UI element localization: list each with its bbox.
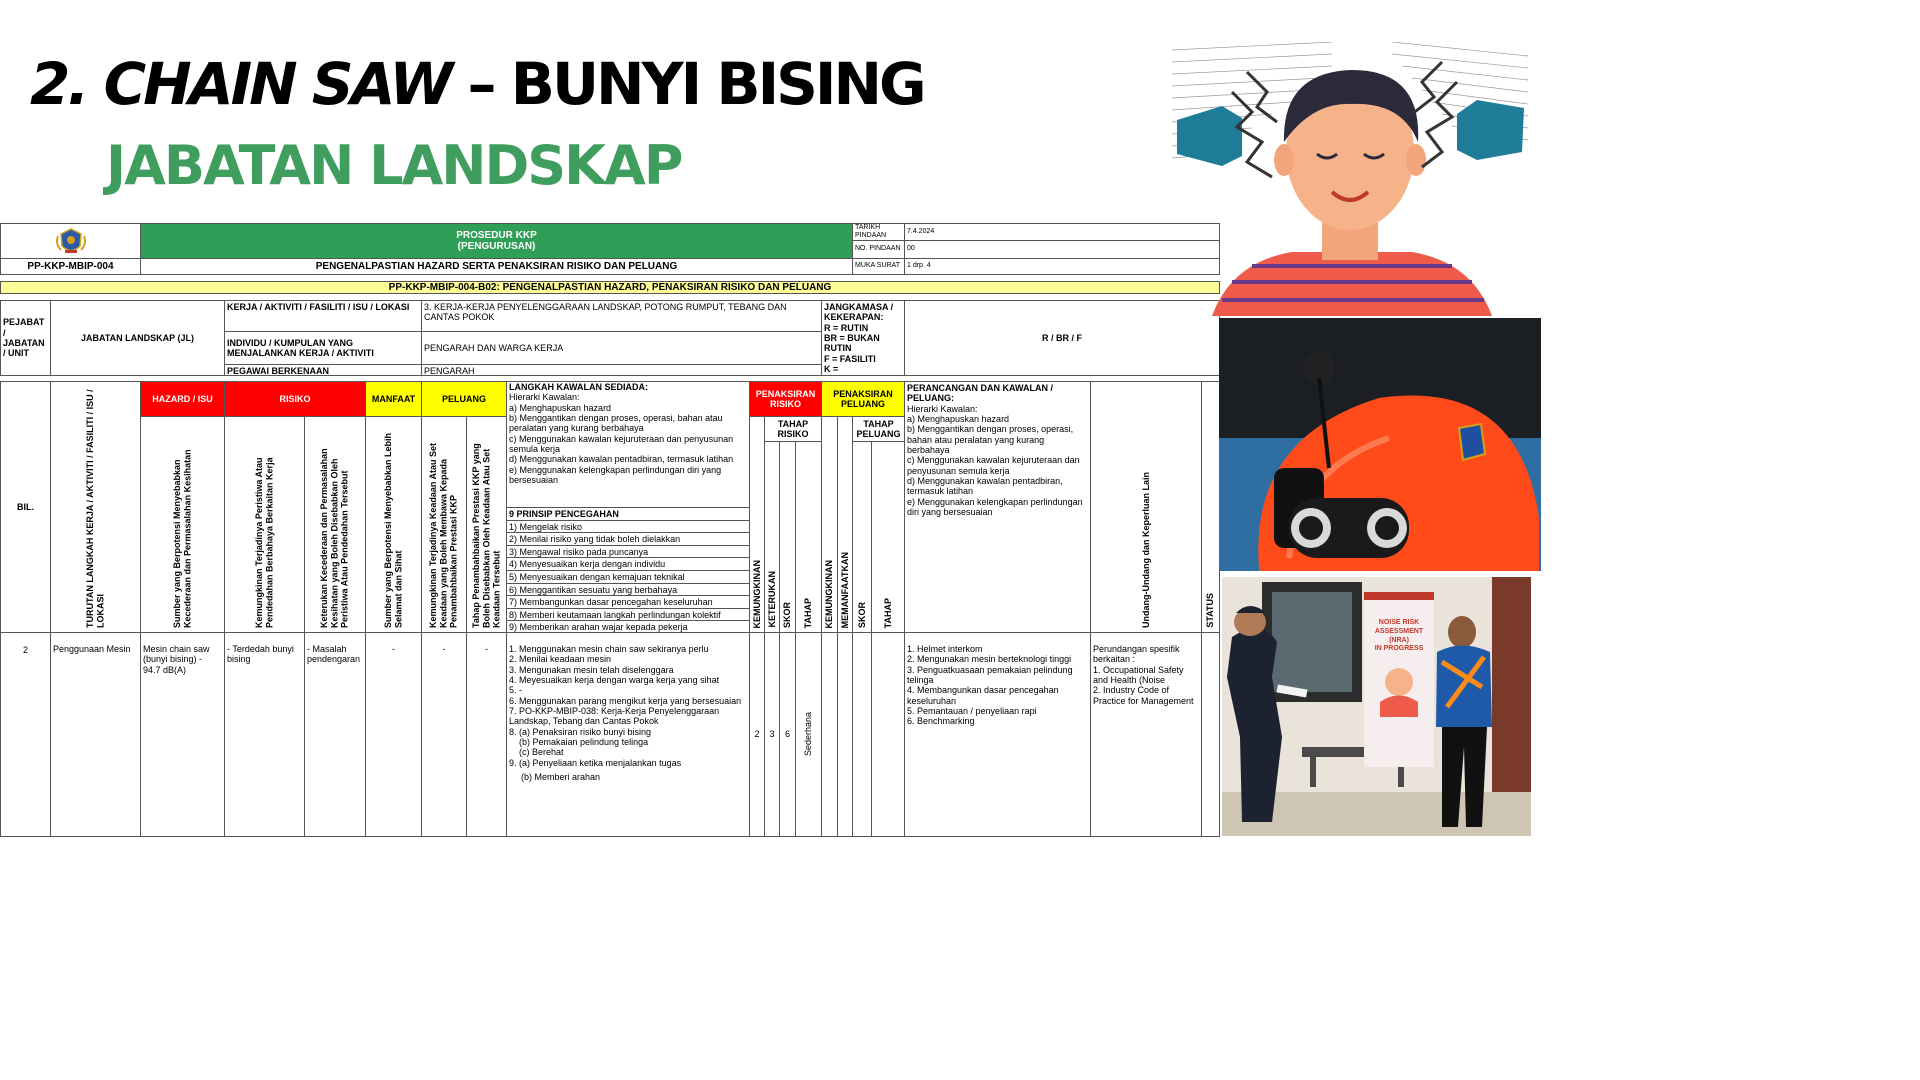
col-keterukan <box>764 441 780 633</box>
meta-label: MUKA SURAT <box>852 258 905 275</box>
col-skor-p <box>852 441 872 633</box>
poster-line: NOISE RISK <box>1378 619 1420 626</box>
form-title: PP-KKP-MBIP-004-B02: PENGENALPASTIAN HAZARD, PENAKSIRAN RISIKO DAN PELUANG <box>0 281 1220 294</box>
col-peluang-sub2-text: Tahap Penambahbaikan Prestasi KKP yang Boleh Disebabkan Oleh Keadaan Atau Set Keadaan Tersebut <box>470 443 502 628</box>
col-risiko: RISIKO <box>224 381 366 417</box>
row-empty <box>837 632 853 837</box>
col-risiko-sub2 <box>304 416 366 633</box>
perancangan-row-item: 2. Mengunakan mesin berteknologi tinggi <box>907 654 1072 665</box>
col-penaksiran-peluang: PENAKSIRAN PELUANG <box>821 381 905 417</box>
assessment-scene-icon <box>1222 577 1531 836</box>
title-rest: BUNYI BISING <box>510 50 924 118</box>
row-undang <box>1090 632 1202 837</box>
main-title: PENGENALPASTIAN HAZARD SERTA PENAKSIRAN RISIKO DAN PELUANG <box>140 258 853 275</box>
col-bil: BIL. <box>0 381 51 633</box>
langkah-item: d) Menggunakan kawalan pentadbiran, termasuk latihan <box>509 454 734 465</box>
row-status <box>1201 632 1220 837</box>
perancangan-row-item: 3. Penguatkuasaan pemakaian pelindung telinga <box>907 664 1073 686</box>
prinsip-title: 9 PRINSIP PENCEGAHAN <box>507 508 749 521</box>
col-tahap-peluang: TAHAP PELUANG <box>852 416 905 442</box>
kawalan-item: 3. Mengunakan mesin telah diselenggara <box>509 664 674 675</box>
perancangan-item: e) Menggunakan kelengkapan perlindungan diri yang bersesuaian <box>907 496 1083 518</box>
skor-text: SKOR <box>856 601 867 628</box>
kawalan-item: 8. (a) Penaksiran risiko bunyi bising <box>509 726 652 737</box>
memanfaatkan-text: MEMANFAATKAN <box>839 551 850 628</box>
kemungkinan-text: KEMUNGKINAN <box>824 559 835 628</box>
poster-line: (NRA) <box>1389 636 1409 644</box>
kerja-label: KERJA / AKTIVITI / FASILITI / ISU / LOKASI <box>224 300 422 332</box>
perancangan-sub: Hierarki Kawalan: <box>907 403 978 414</box>
kawalan-item: 4. Meyesuaikan kerja dengan warga kerja yang sihat <box>509 675 720 686</box>
jangkamasa-line: F = FASILITI <box>824 353 876 364</box>
row-empty <box>852 632 872 837</box>
kawalan-item: 7. PO-KKP-MBIP-038: Kerja-Kerja Penyelenggaraan Landskap, Tebang dan Cantas Pokok <box>509 706 720 727</box>
perancangan-row-item: 5. Pemantauan / penyeliaan rapi <box>907 706 1037 717</box>
row-tahap <box>795 632 822 837</box>
prinsip-item: 3) Mengawal risiko pada puncanya <box>507 546 749 559</box>
row-empty <box>821 632 838 837</box>
logo-cell <box>0 223 141 259</box>
jangkamasa-line: K = <box>824 364 839 375</box>
row-keterukan: 3 <box>764 632 780 837</box>
kawalan-item: 5. - <box>509 685 523 696</box>
jangkamasa-line: BR = BUKAN RUTIN <box>824 333 880 354</box>
col-penaksiran-risiko: PENAKSIRAN RISIKO <box>749 381 822 417</box>
perancangan-item: a) Menghapuskan hazard <box>907 414 1010 425</box>
col-undang <box>1090 381 1202 633</box>
kerja-value: 3. KERJA-KERJA PENYELENGGARAAN LANDSKAP, POTONG RUMPUT, TEBANG DAN CANTAS POKOK <box>421 300 822 332</box>
cartoon-face-icon <box>1172 42 1528 316</box>
perancangan-item: d) Menggunakan kawalan pentadbiran, termasuk latihan <box>907 476 1063 497</box>
row-skor: 6 <box>779 632 796 837</box>
helmet-photo <box>1219 318 1541 571</box>
col-peluang-sub2 <box>466 416 507 633</box>
col-turutan-text: TURUTAN LANGKAH KERJA / AKTIVITI / FASILITI / ISU / LOKASI <box>85 389 106 628</box>
status-text: STATUS <box>1205 593 1216 628</box>
langkah-item: e) Menggunakan kelengkapan perlindungan diri yang bersesuaian <box>509 464 722 486</box>
page-title <box>30 50 924 118</box>
perancangan-row-item: 1. Helmet interkom <box>907 644 983 654</box>
col-memanfaatkan <box>837 416 853 633</box>
langkah-title: LANGKAH KAWALAN SEDIADA: <box>509 382 648 392</box>
col-tahap-p <box>871 441 905 633</box>
procedure-title: PROSEDUR KKP <box>456 229 537 241</box>
kemungkinan-text: KEMUNGKINAN <box>751 559 762 628</box>
col-risiko-sub1-text: Kemungkinan Terjadinya Peristiwa Atau Pendedahan Berbahaya Berkaitan Kerja <box>254 457 275 628</box>
perancangan-row-item: 4. Membangunkan dasar pencegahan keseluruhan <box>907 685 1059 706</box>
row-perancangan <box>904 632 1091 837</box>
poster-line: IN PROGRESS <box>1374 645 1424 653</box>
undang-item: 1. Occupational Safety and Health (Noise <box>1093 664 1184 686</box>
row-risiko2: - Masalah pendengaran <box>304 632 366 837</box>
title-main: 2. CHAIN SAW <box>30 50 451 118</box>
row-bil: 2 <box>0 632 51 837</box>
helmet-intercom-icon <box>1219 318 1541 571</box>
col-status <box>1201 381 1220 633</box>
col-turutan <box>50 381 141 633</box>
tahap-text: TAHAP <box>882 597 893 628</box>
col-tahap-r <box>795 441 822 633</box>
meta-label: TARIKH PINDAAN <box>852 223 905 241</box>
row-kawalan <box>506 632 750 837</box>
langkah-item: c) Menggunakan kawalan kejuruteraan dan penyusunan semula kerja <box>509 433 734 455</box>
row-risiko1: - Terdedah bunyi bising <box>224 632 305 837</box>
col-risiko-sub2-text: Keterukan Kecederaan dan Permasalahan Kesihatan yang Boleh Disebabkan Oleh Peristiwa Atau Pendedahan Tersebut <box>319 448 351 628</box>
perancangan-row-item: 6. Benchmarking <box>907 716 975 727</box>
row-turutan: Penggunaan Mesin <box>50 632 141 837</box>
perancangan-item: b) Menggantikan dengan proses, operasi, bahan atau peralatan yang kurang berbahaya <box>907 424 1074 456</box>
doc-code: PP-KKP-MBIP-004 <box>0 258 141 275</box>
procedure-subtitle: (PENGURUSAN) <box>457 241 536 252</box>
col-manfaat-sub <box>365 416 422 633</box>
meta-value: 7.4.2024 <box>904 223 1220 241</box>
hira-document <box>0 223 1220 837</box>
prinsip-item: 8) Memberi keutamaan langkah perlindungan kolektif <box>507 609 749 622</box>
page-subtitle: JABATAN LANDSKAP <box>106 134 682 197</box>
col-manfaat-sub-text: Sumber yang Berpotensi Menyebabkan Lebih Selamat dan Sihat <box>383 432 404 628</box>
poster-line: ASSESSMENT <box>1374 627 1424 635</box>
skor-text: SKOR <box>782 601 793 628</box>
perancangan-title: PERANCANGAN DAN KAWALAN / PELUANG: <box>907 383 1053 404</box>
pegawai-value: PENGARAH <box>421 364 822 376</box>
langkah-item: a) Menghapuskan hazard <box>509 402 612 413</box>
pejabat-value: JABATAN LANDSKAP (JL) <box>50 300 225 376</box>
tahap-text: TAHAP <box>803 597 814 628</box>
keterukan-text: KETERUKAN <box>766 571 777 628</box>
kawalan-item: 6. Menggunakan parang mengikut kerja yang bersesuaian <box>509 695 742 706</box>
col-risiko-sub1 <box>224 416 305 633</box>
individu-label: INDIVIDU / KUMPULAN YANG MENJALANKAN KERJA / AKTIVITI <box>224 331 422 365</box>
poster-text <box>1368 619 1430 654</box>
prinsip-item: 1) Mengelak risiko <box>507 521 749 534</box>
row-hazard: Mesin chain saw (bunyi bising) - 94.7 dB(A) <box>140 632 225 837</box>
perancangan-item: c) Menggunakan kawalan kejuruteraan dan penyusunan semula kerja <box>907 455 1080 476</box>
col-tahap-risiko: TAHAP RISIKO <box>764 416 822 442</box>
prinsip-item: 5) Menyesuaikan dengan kemajuan teknikal <box>507 571 749 584</box>
row-empty <box>871 632 905 837</box>
rbrf-cell: R / BR / F <box>904 300 1220 376</box>
kawalan-item: (c) Berehat <box>519 747 564 758</box>
prinsip-item: 7) Membangunkan dasar pencegahan keseluruhan <box>507 596 749 609</box>
pejabat-label: PEJABAT / JABATAN / UNIT <box>0 300 51 376</box>
jangkamasa-label: JANGKAMASA / KEKERAPAN: <box>824 302 894 323</box>
meta-value: 1 drp. 4 <box>904 258 1220 275</box>
kawalan-item: (b) Pemakaian pelindung telinga <box>519 737 649 748</box>
kawalan-item: 2. Menilai keadaan mesin <box>509 654 612 665</box>
col-hazard-sub <box>140 416 225 633</box>
individu-value: PENGARAH DAN WARGA KERJA <box>421 331 822 365</box>
col-langkah-kawalan <box>506 381 750 633</box>
col-hazard: HAZARD / ISU <box>140 381 225 417</box>
col-manfaat: MANFAAT <box>365 381 422 417</box>
col-skor-r <box>779 441 796 633</box>
col-kemungkinan-r <box>749 416 765 633</box>
undang-item: Perundangan spesifik berkaitan : <box>1093 644 1180 665</box>
meta-label: NO. PINDAAN <box>852 240 905 259</box>
col-peluang-sub1-text: Kemungkinan Terjadinya Keadaan Atau Set Keadaan yang Boleh Membawa Kepada Penambahbaikan Prestasi KKP <box>428 442 460 628</box>
undang-text: Undang-Undang dan Keperluan Lain <box>1140 471 1151 628</box>
langkah-sub: Hierarki Kawalan: <box>509 392 580 403</box>
jangkamasa-line: R = RUTIN <box>824 322 869 333</box>
meta-value: 00 <box>904 240 1220 259</box>
langkah-item: b) Menggantikan dengan proses, operasi, bahan atau peralatan yang kurang berbahaya <box>509 413 723 434</box>
kawalan-item: (b) Memberi arahan <box>521 772 601 783</box>
row-peluang1: - <box>421 632 467 837</box>
kawalan-item: 1. Menggunakan mesin chain saw sekiranya perlu <box>509 644 709 654</box>
langkah-hierarki <box>507 382 749 507</box>
procedure-header <box>140 223 853 259</box>
pegawai-label: PEGAWAI BERKENAAN <box>224 364 422 376</box>
prinsip-item: 2) Menilai risiko yang tidak boleh dielakkan <box>507 533 749 546</box>
col-peluang: PELUANG <box>421 381 507 417</box>
title-separator: – <box>450 50 511 118</box>
kawalan-item: 9. (a) Penyeliaan ketika menjalankan tugas <box>509 757 682 768</box>
row-manfaat: - <box>365 632 422 837</box>
prinsip-item: 6) Menggantikan sesuatu yang berbahaya <box>507 584 749 597</box>
prinsip-item: 4) Menyesuaikan kerja dengan individu <box>507 558 749 571</box>
prinsip-item: 9) Memberikan arahan wajar kepada pekerja <box>509 622 688 633</box>
col-perancangan <box>904 381 1091 633</box>
noise-assessment-photo <box>1222 577 1531 836</box>
col-kemungkinan-p <box>821 416 838 633</box>
row-peluang2: - <box>466 632 507 837</box>
crest-logo-icon <box>53 226 89 256</box>
noise-cartoon-illustration <box>1172 42 1528 316</box>
col-peluang-sub1 <box>421 416 467 633</box>
jangkamasa-cell <box>821 300 905 376</box>
col-hazard-sub-text: Sumber yang Berpotensi Menyebabkan Kecederaan dan Permasalahan Kesihatan <box>172 449 193 628</box>
undang-item: 2. Industry Code of Practice for Management <box>1093 685 1194 706</box>
row-tahap-text: Sederhana <box>803 712 814 757</box>
row-kemungkinan: 2 <box>749 632 765 837</box>
